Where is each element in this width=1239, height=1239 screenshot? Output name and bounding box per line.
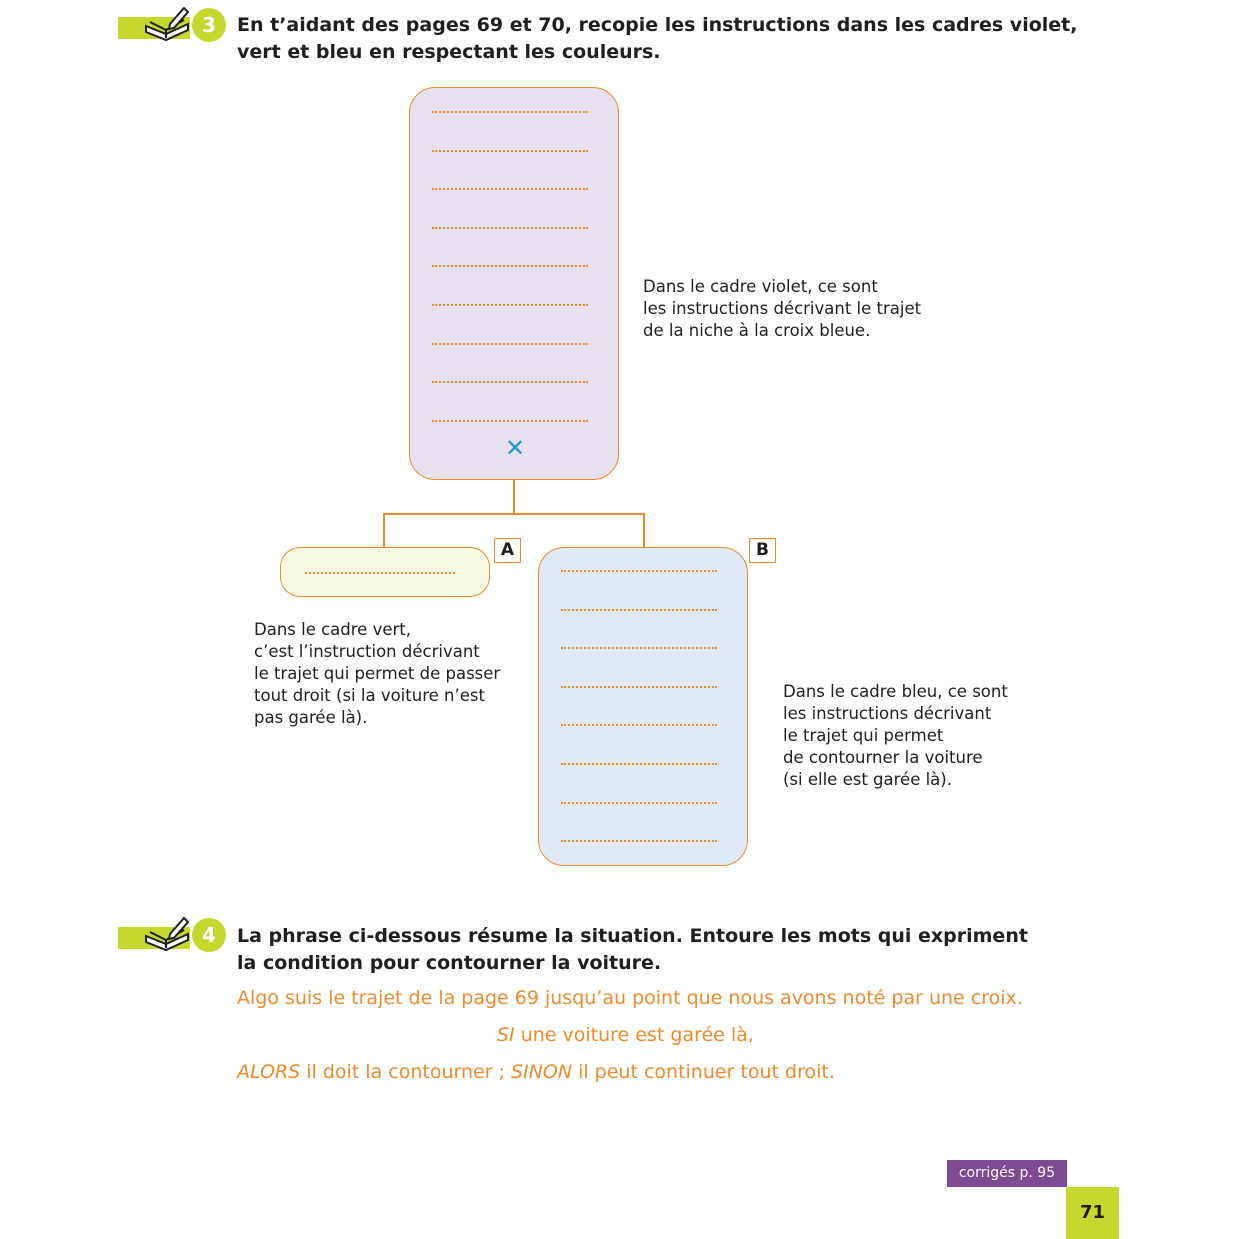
exercise-number: 4 xyxy=(192,918,226,952)
green-note-line: tout droit (si la voiture n’est xyxy=(254,686,485,705)
green-frame[interactable] xyxy=(280,547,490,597)
answer-dot-line xyxy=(432,111,588,113)
sentence-text: il peut continuer tout droit. xyxy=(572,1061,835,1083)
page-number: 71 xyxy=(1066,1187,1119,1239)
sentence-text: il doit la contourner ; xyxy=(300,1061,511,1083)
summary-sentence-line-2[interactable] xyxy=(497,1024,754,1046)
book-and-pencil-icon xyxy=(142,4,192,44)
green-note-line: Dans le cadre vert, xyxy=(254,620,411,639)
answer-dot-line xyxy=(561,724,717,726)
violet-note-line: les instructions décrivant le trajet xyxy=(643,299,922,318)
label-b: B xyxy=(749,538,776,563)
connector-stem xyxy=(513,480,515,514)
blue-note-line: les instructions décrivant xyxy=(783,704,992,723)
violet-note-line: de la niche à la croix bleue. xyxy=(643,321,871,340)
answer-dot-line xyxy=(561,609,717,611)
answer-dot-line xyxy=(432,188,588,190)
corriges-tag[interactable]: corrigés p. 95 xyxy=(947,1160,1067,1187)
answer-dot-line xyxy=(561,686,717,688)
green-note xyxy=(254,619,500,729)
violet-note-line: Dans le cadre violet, ce sont xyxy=(643,277,878,296)
answer-dot-line xyxy=(432,227,588,229)
keyword-sinon[interactable]: SINON xyxy=(511,1061,573,1083)
answer-dot-line xyxy=(561,802,717,804)
answer-dot-line xyxy=(432,343,588,345)
blue-note-line: le trajet qui permet xyxy=(783,726,944,745)
green-note-line: le trajet qui permet de passer xyxy=(254,664,501,683)
answer-dot-line xyxy=(561,840,717,842)
blue-note-line: Dans le cadre bleu, ce sont xyxy=(783,682,1008,701)
answer-dot-line xyxy=(432,381,588,383)
label-a: A xyxy=(494,538,521,563)
answer-dot-line xyxy=(305,572,455,574)
exercise-4-instruction-line-2: la condition pour contourner la voiture. xyxy=(237,952,662,974)
blue-note-line: (si elle est garée là). xyxy=(783,770,952,789)
green-note-line: c’est l’instruction décrivant xyxy=(254,642,480,661)
exercise-4-instruction-line-1: La phrase ci-dessous résume la situation. Entoure les mots qui expriment xyxy=(237,925,1028,947)
exercise-3-badge xyxy=(118,8,230,42)
blue-cross-icon: ✕ xyxy=(504,434,526,462)
answer-dot-line xyxy=(561,763,717,765)
keyword-si[interactable]: SI xyxy=(497,1024,515,1046)
exercise-3-instruction-line-2: vert et bleu en respectant les couleurs. xyxy=(237,41,661,63)
connector-to-green xyxy=(383,513,385,547)
keyword-alors[interactable]: ALORS xyxy=(237,1061,301,1083)
answer-dot-line xyxy=(432,304,588,306)
answer-dot-line xyxy=(432,150,588,152)
summary-sentence-line-3[interactable] xyxy=(237,1061,835,1083)
exercise-number: 3 xyxy=(192,8,226,42)
answer-dot-line xyxy=(561,570,717,572)
blue-note-line: de contourner la voiture xyxy=(783,748,983,767)
exercise-4-badge xyxy=(118,918,230,952)
book-and-pencil-icon xyxy=(142,914,192,954)
answer-dot-line xyxy=(561,647,717,649)
blue-frame[interactable] xyxy=(538,547,748,866)
exercise-3-instruction-line-1: En t’aidant des pages 69 et 70, recopie les instructions dans les cadres violet, xyxy=(237,14,1078,36)
connector-to-blue xyxy=(643,513,645,547)
violet-frame[interactable] xyxy=(409,87,619,480)
green-note-line: pas garée là). xyxy=(254,708,368,727)
blue-note xyxy=(783,681,1008,791)
answer-dot-line xyxy=(432,420,588,422)
answer-dot-line xyxy=(432,265,588,267)
connector-horizontal xyxy=(383,513,644,515)
summary-sentence-line-1: Algo suis le trajet de la page 69 jusqu’au point que nous avons noté par une croix. xyxy=(237,987,1023,1009)
violet-note xyxy=(643,276,921,342)
sentence-text: une voiture est garée là, xyxy=(514,1024,754,1046)
